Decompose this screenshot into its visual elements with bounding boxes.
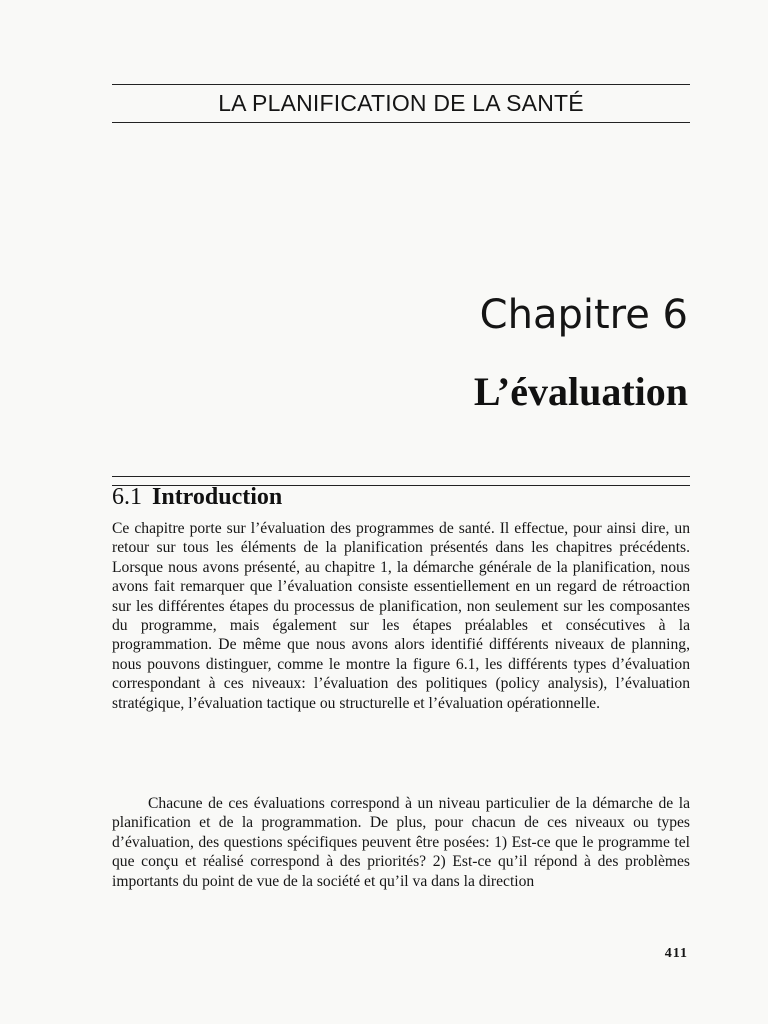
running-head-top-rule <box>112 84 690 85</box>
chapter-number: Chapitre 6 <box>479 292 688 338</box>
section-number: 6.1 <box>112 484 142 510</box>
running-head-bottom-rule <box>112 122 690 123</box>
page-number: 411 <box>664 946 688 961</box>
body-paragraph-2: Chacune de ces évaluations correspond à un niveau particulier de la démarche de la planification et de la programmation. De plus, pour chacun de ces niveaux ou types d’évaluation, des questions spécifiques peuvent être posées: 1) Est-ce que le programme tel que conçu et réalisé correspond à des priorités? 2) Est-ce qu’il répond à des problèmes importants du point de vue de la société et qu’il va dans la direction <box>112 795 690 890</box>
running-head-title: LA PLANIFICATION DE LA SANTÉ <box>218 90 584 116</box>
section-title: Introduction <box>152 484 283 510</box>
chapter-title: L’évaluation <box>473 369 688 414</box>
running-head <box>112 84 690 124</box>
section-heading <box>112 484 282 511</box>
body-paragraph-1: Ce chapitre porte sur l’évaluation des programmes de santé. Il effectue, pour ainsi dire, un retour sur tous les éléments de la planification présentés dans les chapitres précédents. Lorsque nous avons présenté, au chapitre 1, la démarche générale de la planification, nous avons fait remarquer que l’évaluation consiste essentiellement en un regard de rétroaction sur les différentes étapes du processus de planification, non seulement sur les composantes du programme, mais également sur les étapes préalables et consécutives à la programmation. De même que nous avons alors identifié différents niveaux de planning, nous pouvons distinguer, comme le montre la figure 6.1, les différents types d’évaluation correspondant à ces niveaux: l’évaluation des politiques (policy analysis), l’évaluation stratégique, l’évaluation tactique ou structurelle et l’évaluation opérationnelle. <box>112 520 690 712</box>
